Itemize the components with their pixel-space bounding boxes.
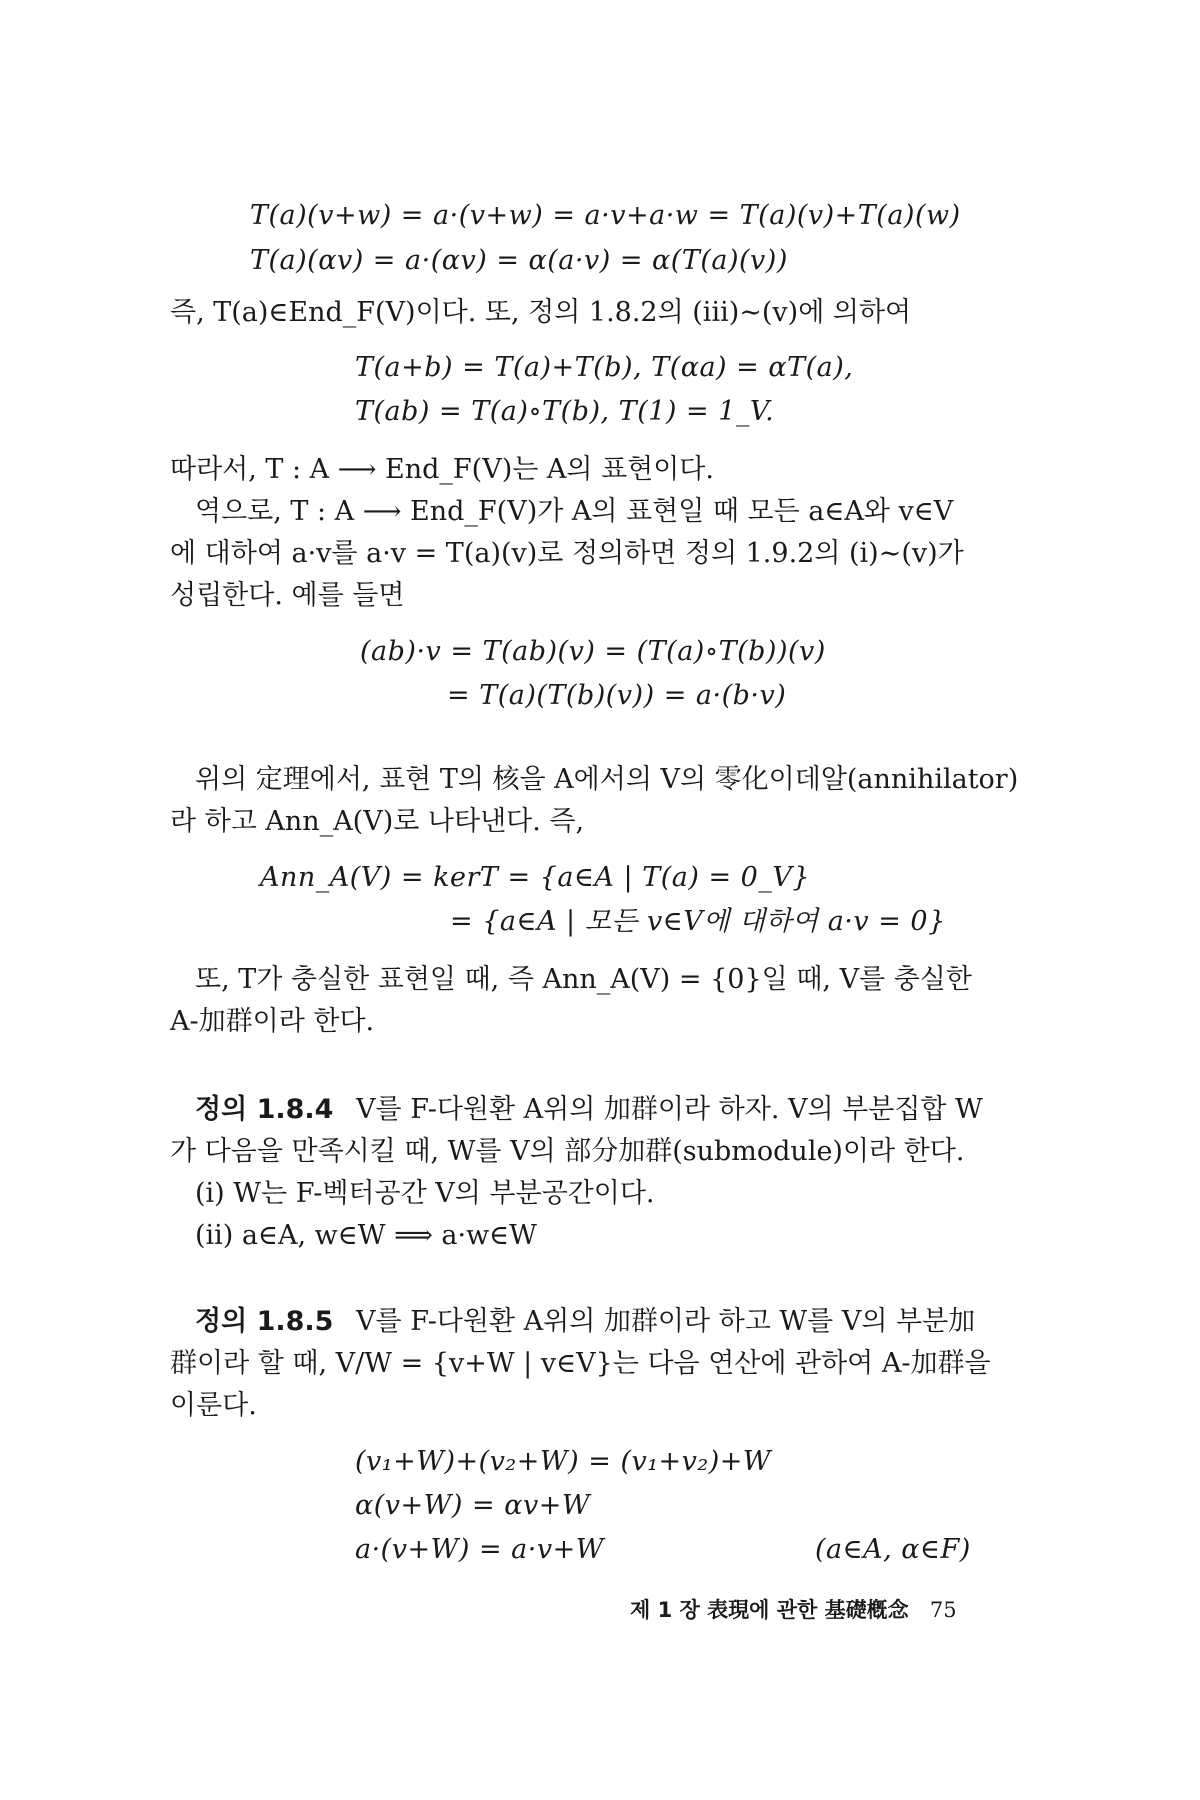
paragraph-text: 또, T가 충실한 표현일 때, 즉 Ann_A(V) = {0}일 때, V를 충실한 — [195, 964, 972, 995]
chapter-title: 제 1 장 表現에 관한 基礎槪念 — [630, 1598, 909, 1622]
paragraph-text: 라 하고 Ann_A(V)로 나타낸다. 즉, — [170, 806, 585, 837]
definition-text: 가 다음을 만족시킬 때, W를 V의 部分加群(submodule)이라 한다. — [170, 1136, 965, 1167]
equation-condition: (a∈A, α∈F) — [815, 1534, 971, 1565]
equation-linearity-scalar: T(a)(αv) = a·(αv) = α(a·v) = α(T(a)(v)) — [250, 245, 788, 276]
paragraph-text: 성립한다. 예를 들면 — [170, 580, 405, 611]
paragraph-text: 역으로, T : A ⟶ End_F(V)가 A의 표현일 때 모든 a∈A와 v∈V — [195, 496, 954, 527]
page-footer — [630, 1594, 957, 1624]
definition-item: (i) W는 F-벡터공간 V의 부분공간이다. — [195, 1178, 655, 1209]
definition-heading: 정의 1.8.4 — [195, 1094, 334, 1125]
page-number: 75 — [929, 1598, 957, 1622]
definition-1-8-4 — [195, 1092, 983, 1128]
equation-representation-add: T(a+b) = T(a)+T(b), T(αa) = αT(a), — [355, 352, 854, 383]
equation-example: = T(a)(T(b)(v)) = a·(b·v) — [447, 680, 787, 711]
definition-item: (ii) a∈A, w∈W ⟹ a·w∈W — [195, 1220, 537, 1251]
equation-linearity-sum: T(a)(v+w) = a·(v+w) = a·v+a·w = T(a)(v)+T(a)(w) — [250, 200, 961, 231]
paragraph-text: 따라서, T : A ⟶ End_F(V)는 A의 표현이다. — [170, 454, 714, 485]
definition-text: V를 F-다원환 A위의 加群이라 하고 W를 V의 부분加 — [356, 1306, 976, 1337]
paragraph-text: 위의 定理에서, 표현 T의 核을 A에서의 V의 零化이데알(annihilator) — [195, 764, 1019, 795]
definition-text: 이룬다. — [170, 1390, 257, 1421]
paragraph-text: 에 대하여 a·v를 a·v = T(a)(v)로 정의하면 정의 1.9.2의 (i)∼(v)가 — [170, 538, 964, 569]
definition-text: V를 F-다원환 A위의 加群이라 하자. V의 부분집합 W — [356, 1094, 983, 1125]
definition-1-8-5 — [195, 1304, 975, 1340]
equation-annihilator: = {a∈A | 모든 v∈V에 대하여 a·v = 0} — [450, 906, 946, 937]
equation-quotient-scalar: α(v+W) = αv+W — [355, 1490, 591, 1521]
equation-representation-mult: T(ab) = T(a)∘T(b), T(1) = 1_V. — [355, 396, 775, 427]
equation-quotient-action: a·(v+W) = a·v+W — [355, 1534, 604, 1565]
equation-quotient-add: (v₁+W)+(v₂+W) = (v₁+v₂)+W — [355, 1446, 772, 1477]
paragraph-text: 즉, T(a)∈End_F(V)이다. 또, 정의 1.8.2의 (iii)∼(v)에 의하여 — [170, 297, 912, 328]
definition-heading: 정의 1.8.5 — [195, 1306, 334, 1337]
definition-text: 群이라 할 때, V/W = {v+W | v∈V}는 다음 연산에 관하여 A-加群을 — [170, 1348, 991, 1379]
paragraph-text: A-加群이라 한다. — [170, 1006, 375, 1037]
equation-annihilator: Ann_A(V) = kerT = {a∈A | T(a) = 0_V} — [260, 862, 811, 893]
equation-example: (ab)·v = T(ab)(v) = (T(a)∘T(b))(v) — [360, 636, 826, 667]
